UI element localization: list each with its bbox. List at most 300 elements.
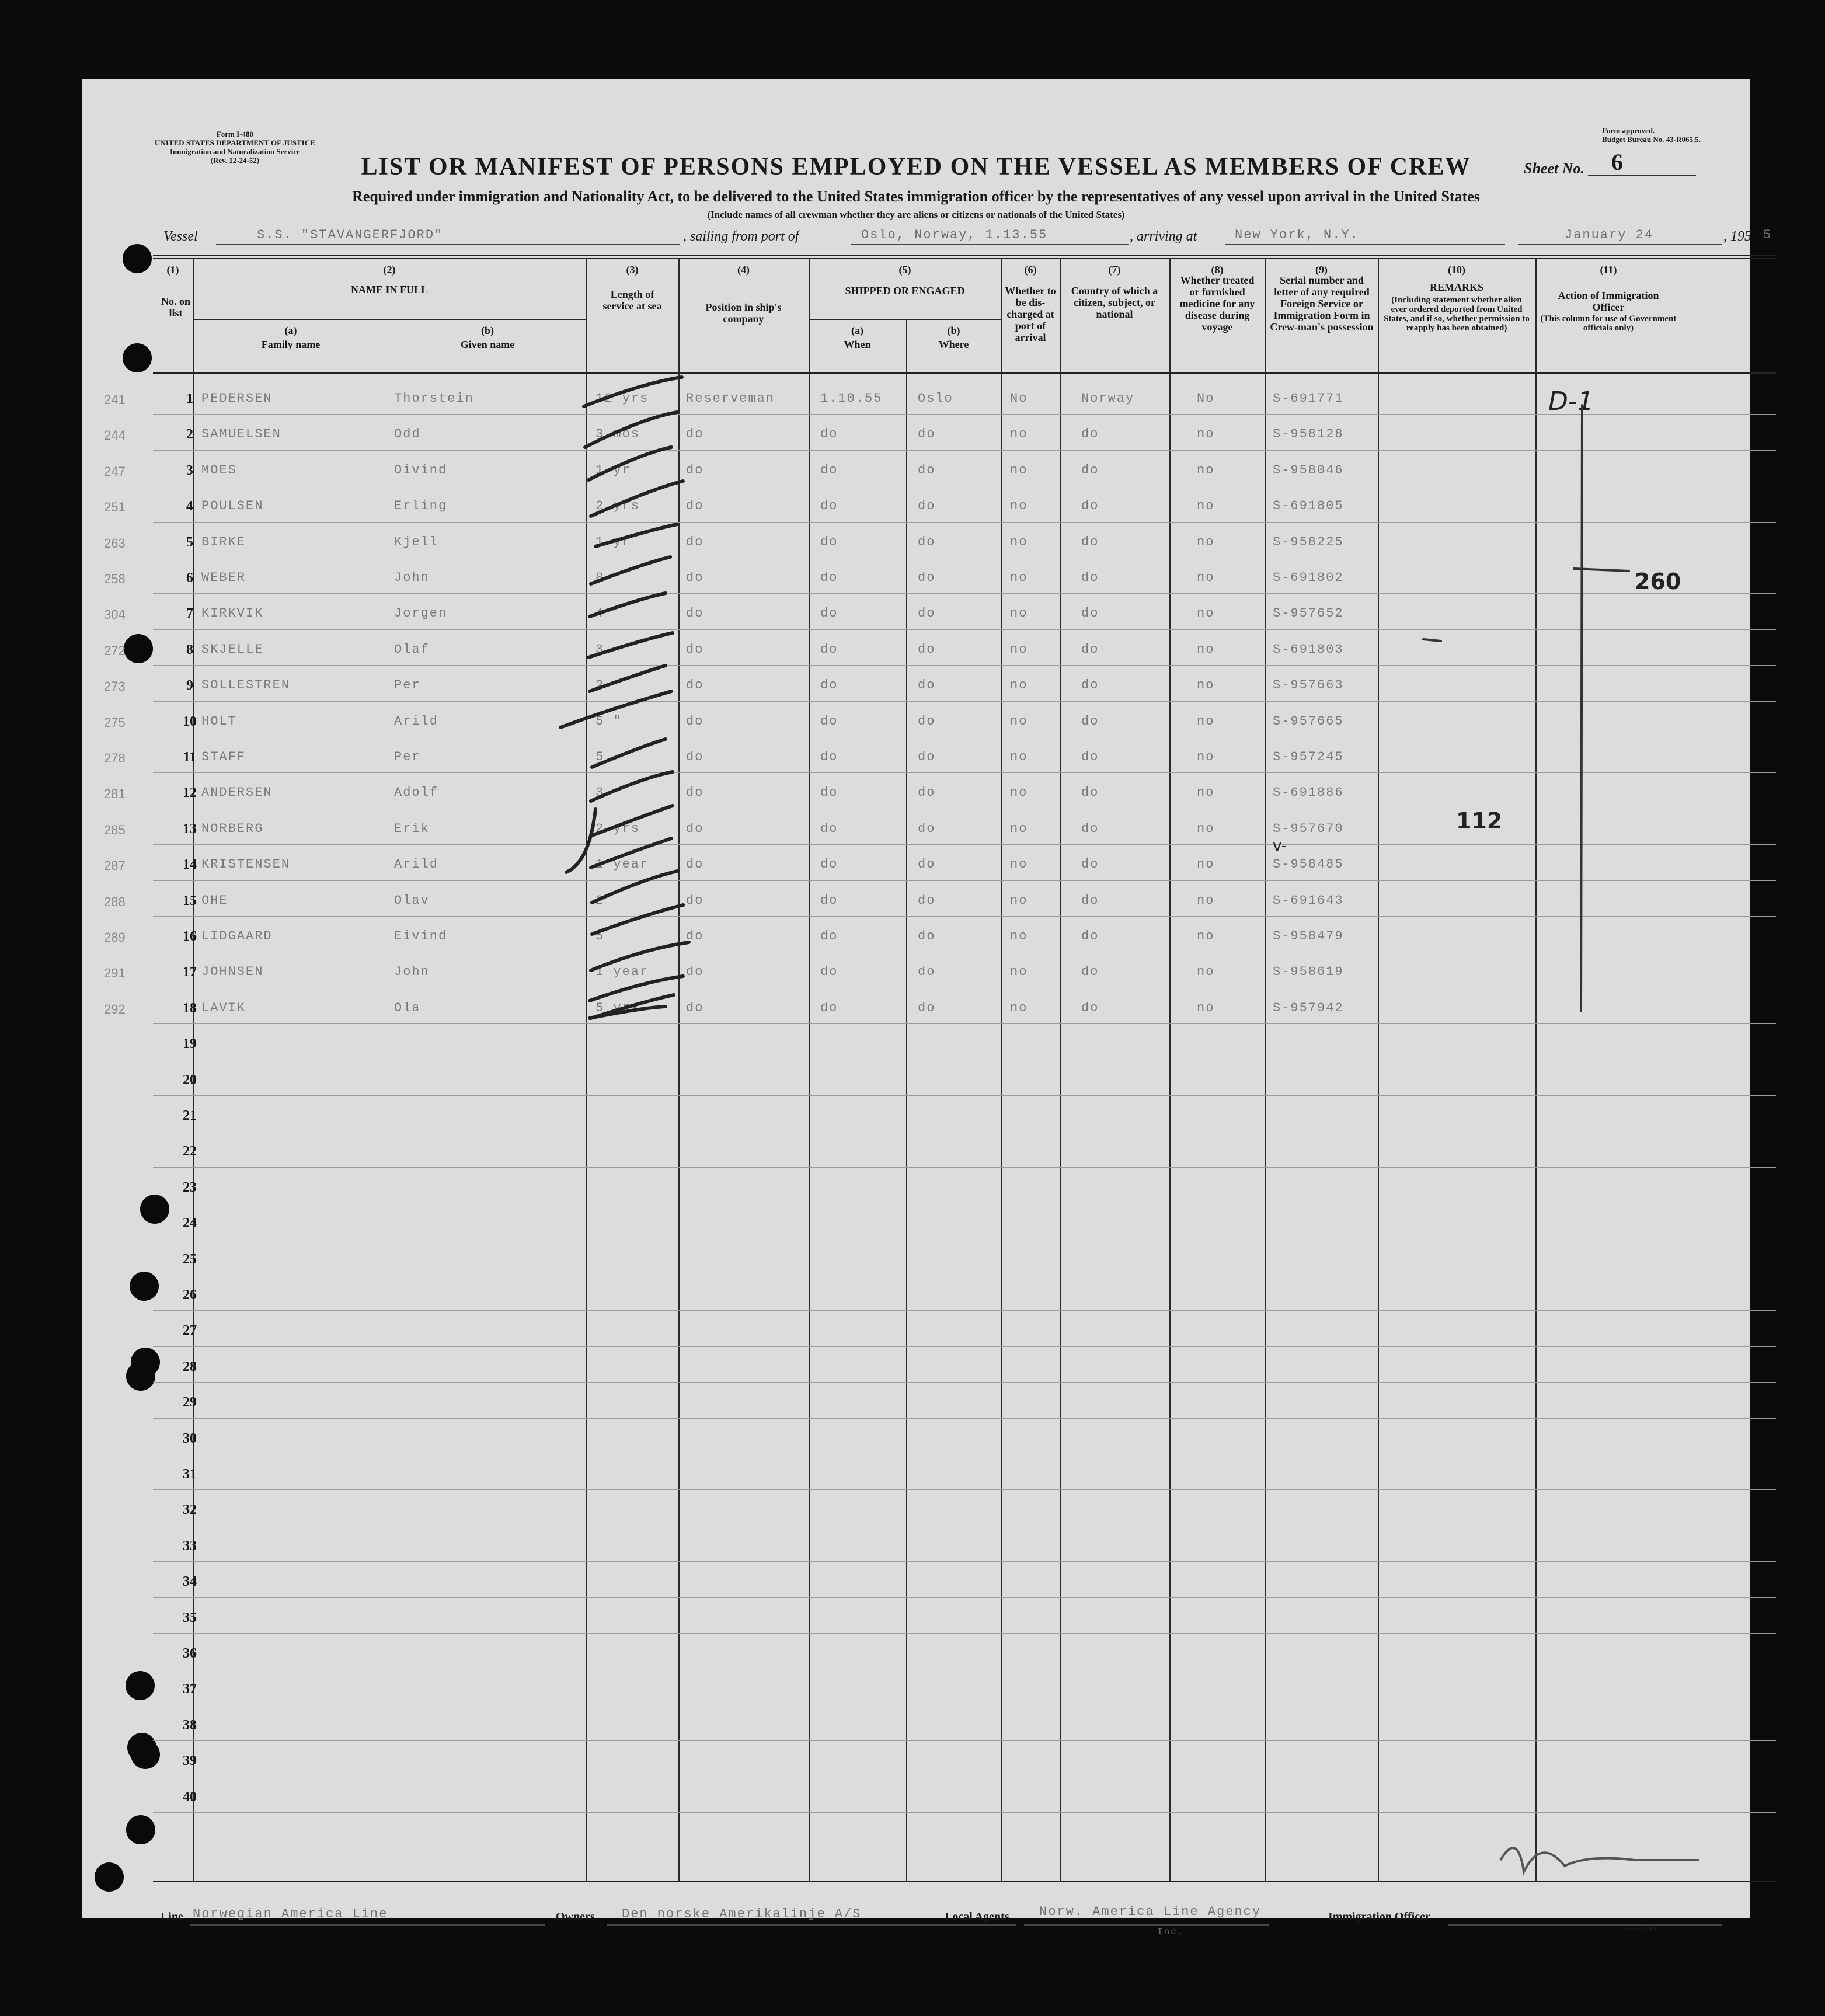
crew-country-cell: do xyxy=(1081,462,1099,478)
crew-when-cell: do xyxy=(820,893,838,908)
col2-number: (2) xyxy=(383,264,396,276)
col11-note: (This column for use of Government officials only) xyxy=(1540,314,1677,333)
crew-position-cell: Reserveman xyxy=(686,391,775,406)
crew-medicine-cell: no xyxy=(1197,642,1215,657)
budget-bureau-number: Budget Bureau No. 43-R065.5. xyxy=(1602,135,1701,144)
crew-given-cell: Per xyxy=(394,750,421,764)
margin-annotation: 278 xyxy=(104,751,126,765)
crew-given-cell: Thorstein xyxy=(394,391,474,406)
crew-country-cell: do xyxy=(1081,642,1099,657)
remark-dash-icon xyxy=(1423,639,1441,641)
crew-position-cell: do xyxy=(686,678,704,693)
crew-country-cell: do xyxy=(1081,499,1099,514)
crew-when-cell: do xyxy=(820,857,838,872)
col11-number: (11) xyxy=(1600,264,1617,276)
slash-mark-icon xyxy=(590,593,666,617)
agents-underline xyxy=(1024,1924,1269,1926)
row-number: 35 xyxy=(183,1610,197,1625)
crew-service-cell: 1 year xyxy=(595,965,649,980)
crew-when-cell: do xyxy=(820,929,838,943)
crew-serial-cell: S-958619 xyxy=(1273,965,1344,980)
crew-medicine-cell: no xyxy=(1197,534,1215,549)
crew-medicine-cell: no xyxy=(1197,678,1215,693)
crew-where-cell: do xyxy=(918,750,936,764)
crew-when-cell: do xyxy=(820,713,838,729)
crew-country-cell: do xyxy=(1081,857,1099,872)
action-stamp-d1: D-1 xyxy=(1548,387,1594,416)
col8-number: (8) xyxy=(1211,264,1224,276)
crew-where-cell: do xyxy=(918,821,936,836)
bracket-line-icon xyxy=(1581,405,1582,1011)
crew-given-cell: Olav xyxy=(394,893,430,908)
crew-discharge-cell: no xyxy=(1010,499,1028,514)
crew-discharge-cell: no xyxy=(1010,462,1028,478)
row-number: 16 xyxy=(183,929,197,944)
crew-when-cell: do xyxy=(820,750,838,764)
row-number: 39 xyxy=(183,1753,197,1769)
row-number: 17 xyxy=(183,965,197,980)
crew-medicine-cell: no xyxy=(1197,821,1215,836)
col2b-label: Given name xyxy=(460,339,515,350)
crew-serial-cell: S-957942 xyxy=(1273,1000,1344,1015)
crew-service-cell: 3 xyxy=(595,785,605,800)
crew-position-cell: do xyxy=(686,570,704,585)
crew-country-cell: do xyxy=(1081,606,1099,621)
crew-given-cell: John xyxy=(394,570,430,585)
row-number: 11 xyxy=(183,750,197,765)
crew-serial-cell: S-957245 xyxy=(1273,750,1344,764)
crew-position-cell: do xyxy=(686,462,704,478)
crew-position-cell: do xyxy=(686,965,704,980)
slash-mark-icon xyxy=(590,666,666,691)
crew-service-cell: 5 yrs xyxy=(595,1000,640,1015)
col5-number: (5) xyxy=(898,264,911,276)
col5a-number: (a) xyxy=(851,325,863,336)
row-number: 1 xyxy=(186,391,193,406)
crew-serial-cell: S-958225 xyxy=(1273,534,1344,549)
col5a-label: When xyxy=(844,339,871,350)
col9-number: (9) xyxy=(1315,264,1328,276)
crew-family-cell: WEBER xyxy=(201,570,246,585)
crew-given-cell: Ola xyxy=(394,1000,421,1015)
crew-family-cell: SAMUELSEN xyxy=(201,427,281,442)
crew-family-cell: SOLLESTREN xyxy=(201,678,291,693)
officer-underline xyxy=(1448,1924,1722,1926)
crew-serial-cell: S-957652 xyxy=(1273,606,1344,621)
row-number: 6 xyxy=(186,570,193,586)
pencil-marks xyxy=(82,79,1750,1918)
row-number: 9 xyxy=(186,678,193,694)
crew-country-cell: do xyxy=(1081,678,1099,693)
slash-mark-icon xyxy=(595,524,677,546)
crew-discharge-cell: no xyxy=(1010,821,1028,836)
margin-annotation: 285 xyxy=(104,822,126,837)
crew-family-cell: OHE xyxy=(201,893,228,908)
crew-where-cell: do xyxy=(918,570,936,585)
footer-line xyxy=(161,1910,183,1924)
col2b-number: (b) xyxy=(481,325,494,336)
crew-serial-cell: S-957663 xyxy=(1273,678,1344,693)
crew-discharge-cell: no xyxy=(1010,678,1028,693)
crew-country-cell: do xyxy=(1081,750,1099,764)
crew-position-cell: do xyxy=(686,821,704,836)
print-code: 16—67820-1 xyxy=(1623,1926,1657,1933)
col8-label: Whether treated or furnished medicine for any disease during voyage xyxy=(1179,274,1255,333)
crew-serial-cell: S-691802 xyxy=(1273,570,1344,585)
crew-where-cell: do xyxy=(918,713,936,729)
crew-medicine-cell: no xyxy=(1197,462,1215,478)
crew-serial-cell: S-957665 xyxy=(1273,713,1344,729)
crew-service-cell: 2 yrs xyxy=(595,499,640,514)
crew-where-cell: Oslo xyxy=(918,391,953,406)
crew-when-cell: do xyxy=(820,462,838,478)
crew-serial-cell: S-957670 xyxy=(1273,821,1344,836)
col11-label: Action of Immigration Officer xyxy=(1558,290,1659,313)
crew-serial-cell: S-691805 xyxy=(1273,499,1344,514)
crew-given-cell: Kjell xyxy=(394,534,439,549)
crew-discharge-cell: no xyxy=(1010,785,1028,800)
margin-annotation: 304 xyxy=(104,607,126,622)
margin-annotation: 263 xyxy=(104,535,126,551)
row-number: 3 xyxy=(186,462,193,478)
crew-where-cell: do xyxy=(918,642,936,657)
crew-medicine-cell: no xyxy=(1197,857,1215,872)
slash-mark-icon xyxy=(584,377,682,406)
row-number: 33 xyxy=(183,1538,197,1554)
crew-medicine-cell: no xyxy=(1197,893,1215,908)
margin-annotation: 292 xyxy=(104,1001,126,1016)
col3-number: (3) xyxy=(626,264,639,276)
crew-given-cell: Erik xyxy=(394,821,430,836)
margin-annotation: 273 xyxy=(104,679,126,694)
crew-when-cell: do xyxy=(820,427,838,442)
crew-position-cell: do xyxy=(686,642,704,657)
row-number: 25 xyxy=(183,1251,197,1267)
crew-discharge-cell: no xyxy=(1010,713,1028,729)
crew-family-cell: ANDERSEN xyxy=(201,785,273,800)
col3-label: Length of service at sea xyxy=(602,288,662,312)
crew-discharge-cell: No xyxy=(1010,391,1028,406)
margin-annotation: 288 xyxy=(104,894,126,909)
crew-family-cell: BIRKE xyxy=(201,534,246,549)
vessel-name: S.S. "STAVANGERFJORD" xyxy=(257,228,444,242)
crew-position-cell: do xyxy=(686,893,704,908)
crew-when-cell: 1.10.55 xyxy=(820,391,883,406)
owners-underline xyxy=(607,1924,1016,1926)
crew-discharge-cell: no xyxy=(1010,570,1028,585)
row-number: 30 xyxy=(183,1430,197,1446)
owners-value: Den norske Amerikalinje A/S xyxy=(622,1907,862,1921)
crew-family-cell: JOHNSEN xyxy=(201,965,264,980)
crew-medicine-cell: no xyxy=(1197,750,1215,764)
crew-given-cell: Odd xyxy=(394,427,421,442)
check-mark: v- xyxy=(1273,837,1287,855)
crew-family-cell: LIDGAARD xyxy=(201,929,273,943)
crew-position-cell: do xyxy=(686,750,704,764)
crew-discharge-cell: no xyxy=(1010,534,1028,549)
col9-label: Serial number and letter of any required Foreign Service or Immigration Form in Crew-man's possession xyxy=(1270,274,1374,333)
form-approved-text: Form approved. xyxy=(1602,126,1655,135)
row-number: 15 xyxy=(183,893,197,908)
slash-mark-icon xyxy=(591,557,670,584)
row-number: 23 xyxy=(183,1179,197,1195)
margin-annotation: 241 xyxy=(104,392,126,407)
slash-mark-icon xyxy=(560,691,671,727)
crew-position-cell: do xyxy=(686,534,704,549)
col10-number: (10) xyxy=(1448,264,1465,276)
crew-country-cell: do xyxy=(1081,1000,1099,1015)
crew-country-cell: do xyxy=(1081,534,1099,549)
arrival-date: January 24 xyxy=(1565,228,1654,242)
service-name: Immigration and Naturalization Service xyxy=(169,147,300,156)
crew-where-cell: do xyxy=(918,499,936,514)
row-number: 22 xyxy=(183,1144,197,1160)
crew-discharge-cell: no xyxy=(1010,965,1028,980)
crew-medicine-cell: no xyxy=(1197,606,1215,621)
slash-mark-icon xyxy=(588,633,673,657)
crew-family-cell: KRISTENSEN xyxy=(201,857,291,872)
crew-given-cell: Adolf xyxy=(394,785,439,800)
col2a-label: Family name xyxy=(261,339,321,350)
arriving-at: New York, N.Y. xyxy=(1235,228,1359,242)
crew-service-cell: 1 year xyxy=(595,857,649,872)
crew-position-cell: do xyxy=(686,427,704,442)
line-label: Line xyxy=(161,1910,183,1923)
col4-label: Position in ship's company xyxy=(705,301,782,325)
crew-given-cell: Eivind xyxy=(394,929,448,943)
year-suffix: 5 xyxy=(1763,228,1772,242)
crew-where-cell: do xyxy=(918,785,936,800)
margin-annotation: 287 xyxy=(104,858,126,873)
crew-service-cell: 5 xyxy=(595,929,605,943)
crew-discharge-cell: no xyxy=(1010,750,1028,764)
slash-mark-icon xyxy=(591,772,673,801)
crew-family-cell: SKJELLE xyxy=(201,642,264,657)
sheet-number-value: 6 xyxy=(1611,149,1623,175)
service-slash-marks xyxy=(560,377,689,1018)
year-prefix: , 195 xyxy=(1723,229,1751,244)
crew-serial-cell: S-958046 xyxy=(1273,462,1344,478)
crew-service-cell: 4 xyxy=(595,606,605,621)
crew-country-cell: do xyxy=(1081,427,1099,442)
crew-country-cell: do xyxy=(1081,929,1099,943)
vessel-label: Vessel xyxy=(163,229,198,244)
line-underline xyxy=(190,1924,545,1926)
slash-mark-icon xyxy=(592,905,683,934)
sheet-number-label: Sheet No. xyxy=(1524,160,1584,177)
col6-number: (6) xyxy=(1024,264,1037,276)
crew-discharge-cell: no xyxy=(1010,929,1028,943)
crew-serial-cell: S-958128 xyxy=(1273,427,1344,442)
page-subtitle: Required under immigration and Nationality Act, to be delivered to the United States immigration officer by the representatives of any vessel upon arrival in the United States xyxy=(352,188,1480,205)
margin-annotation: 251 xyxy=(104,500,126,515)
crew-when-cell: do xyxy=(820,606,838,621)
crew-when-cell: do xyxy=(820,785,838,800)
line-value: Norwegian America Line xyxy=(193,1907,388,1921)
row-number: 24 xyxy=(183,1216,197,1231)
slash-mark-icon xyxy=(585,412,677,447)
sailing-from: Oslo, Norway, 1.13.55 xyxy=(861,228,1048,242)
crew-given-cell: Olaf xyxy=(394,642,430,657)
crew-family-cell: NORBERG xyxy=(201,821,264,836)
crew-when-cell: do xyxy=(820,642,838,657)
crew-family-cell: PEDERSEN xyxy=(201,391,273,406)
action-bracket xyxy=(1423,405,1629,1011)
agents-sub: Inc. xyxy=(1157,1927,1185,1937)
margin-annotation: 291 xyxy=(104,966,126,981)
margin-annotation: 281 xyxy=(104,786,126,802)
crew-where-cell: do xyxy=(918,965,936,980)
crew-where-cell: do xyxy=(918,427,936,442)
owners-label: Owners xyxy=(556,1910,595,1923)
crew-family-cell: POULSEN xyxy=(201,499,264,514)
manifest-sheet xyxy=(82,79,1772,1937)
crew-country-cell: do xyxy=(1081,965,1099,980)
officer-signature-icon xyxy=(1500,1848,1699,1872)
agents-label: Local Agents xyxy=(945,1910,1009,1923)
crew-country-cell: do xyxy=(1081,785,1099,800)
crew-position-cell: do xyxy=(686,857,704,872)
crew-where-cell: do xyxy=(918,857,936,872)
crew-given-cell: Arild xyxy=(394,713,439,729)
crew-medicine-cell: no xyxy=(1197,965,1215,980)
crew-family-cell: LAVIK xyxy=(201,1000,246,1015)
crew-service-cell: 1 yr xyxy=(595,462,631,478)
row-number: 27 xyxy=(183,1323,197,1339)
row-number: 14 xyxy=(183,857,197,873)
department-name: UNITED STATES DEPARTMENT OF JUSTICE xyxy=(155,138,315,147)
crew-position-cell: do xyxy=(686,1000,704,1015)
crew-where-cell: do xyxy=(918,929,936,943)
slash-mark-icon xyxy=(591,942,689,970)
crew-service-cell: 2 xyxy=(595,893,605,908)
crew-service-cell: 1 yr xyxy=(595,534,631,549)
crew-when-cell: do xyxy=(820,499,838,514)
col1-number: (1) xyxy=(166,264,179,276)
crew-discharge-cell: no xyxy=(1010,642,1028,657)
page-note: (Include names of all crewman whether they are aliens or citizens or nationals of the United States) xyxy=(707,209,1125,220)
row-number: 7 xyxy=(186,606,193,622)
crew-service-cell: 3 mos xyxy=(595,427,640,442)
arriving-label: , arriving at xyxy=(1130,229,1197,244)
crew-family-cell: MOES xyxy=(201,462,237,478)
crew-position-cell: do xyxy=(686,929,704,943)
crew-service-cell: 5 " xyxy=(595,713,622,729)
crew-serial-cell: S-691643 xyxy=(1273,893,1344,908)
row-number: 5 xyxy=(186,534,193,550)
crew-when-cell: do xyxy=(820,965,838,980)
crew-discharge-cell: no xyxy=(1010,893,1028,908)
margin-annotation: 247 xyxy=(104,464,126,479)
row-number: 12 xyxy=(183,785,197,801)
crew-where-cell: do xyxy=(918,678,936,693)
slash-mark-icon xyxy=(591,481,683,516)
page-title: LIST OR MANIFEST OF PERSONS EMPLOYED ON THE VESSEL AS MEMBERS OF CREW xyxy=(361,154,1471,180)
col5-label: SHIPPED OR ENGAGED xyxy=(845,285,965,297)
officer-label: Immigration Officer xyxy=(1328,1910,1430,1923)
crew-family-cell: STAFF xyxy=(201,750,246,764)
form-number: Form I-480 xyxy=(216,130,253,138)
slash-mark-icon xyxy=(591,838,671,868)
slash-mark-icon xyxy=(591,806,673,836)
col4-number: (4) xyxy=(737,264,750,276)
slash-mark-icon xyxy=(592,739,666,767)
row-number: 19 xyxy=(183,1036,197,1052)
col10-note: (Including statement whether alien ever ordered deported from United States, and if so, whether permission to reapply has been obtained) xyxy=(1384,295,1530,333)
crew-medicine-cell: no xyxy=(1197,785,1215,800)
crew-family-cell: KIRKVIK xyxy=(201,606,264,621)
col2-label: NAME IN FULL xyxy=(350,284,428,295)
crew-when-cell: do xyxy=(820,570,838,585)
crew-where-cell: do xyxy=(918,534,936,549)
remarks-annotation: 112 xyxy=(1456,808,1503,834)
crew-service-cell: 12 yrs xyxy=(595,391,649,406)
crew-service-cell: 5 xyxy=(595,750,605,764)
crew-discharge-cell: no xyxy=(1010,427,1028,442)
crew-discharge-cell: no xyxy=(1010,1000,1028,1015)
margin-annotation: 289 xyxy=(104,930,126,945)
crew-service-cell: 8 xyxy=(595,570,605,585)
crew-position-cell: do xyxy=(686,606,704,621)
crew-serial-cell: S-691771 xyxy=(1273,391,1344,406)
row-number: 38 xyxy=(183,1717,197,1733)
crew-discharge-cell: no xyxy=(1010,606,1028,621)
slash-mark-icon xyxy=(566,809,595,872)
margin-annotation: 258 xyxy=(104,572,126,586)
crew-service-cell: 3 xyxy=(595,642,605,657)
col6-label: Whether to be dis-charged at port of arrival xyxy=(1005,285,1056,343)
crew-position-cell: do xyxy=(686,785,704,800)
form-revision: (Rev. 12-24-52) xyxy=(210,156,260,165)
action-count: 260 xyxy=(1635,569,1681,594)
row-number: 4 xyxy=(186,499,193,514)
crew-medicine-cell: No xyxy=(1197,391,1215,406)
row-number: 2 xyxy=(186,427,193,443)
crew-medicine-cell: no xyxy=(1197,570,1215,585)
row-number: 31 xyxy=(183,1467,197,1482)
crew-given-cell: Arild xyxy=(394,857,439,872)
crew-country-cell: do xyxy=(1081,893,1099,908)
row-number: 8 xyxy=(186,642,193,657)
crew-serial-cell: S-691886 xyxy=(1273,785,1344,800)
row-number: 32 xyxy=(183,1502,197,1518)
crew-country-cell: Norway xyxy=(1081,391,1135,406)
crew-when-cell: do xyxy=(820,534,838,549)
crew-where-cell: do xyxy=(918,462,936,478)
row-number: 40 xyxy=(183,1789,197,1805)
sailing-label: , sailing from port of xyxy=(683,229,799,244)
col2a-number: (a) xyxy=(284,325,297,336)
crew-position-cell: do xyxy=(686,499,704,514)
crew-medicine-cell: no xyxy=(1197,499,1215,514)
crew-medicine-cell: no xyxy=(1197,929,1215,943)
crew-where-cell: do xyxy=(918,893,936,908)
row-number: 10 xyxy=(183,713,197,729)
crew-country-cell: do xyxy=(1081,713,1099,729)
crew-medicine-cell: no xyxy=(1197,427,1215,442)
col7-number: (7) xyxy=(1108,264,1121,276)
crew-family-cell: HOLT xyxy=(201,713,237,729)
crew-when-cell: do xyxy=(820,1000,838,1015)
margin-annotation: 275 xyxy=(104,715,126,730)
slash-mark-icon xyxy=(588,447,671,480)
row-number: 18 xyxy=(183,1000,197,1016)
slash-mark-icon xyxy=(592,871,677,903)
crew-given-cell: Erling xyxy=(394,499,448,514)
col7-label: Country of which a citizen, subject, or national xyxy=(1071,285,1158,320)
row-number: 36 xyxy=(183,1646,197,1661)
margin-annotation: 272 xyxy=(104,643,126,658)
